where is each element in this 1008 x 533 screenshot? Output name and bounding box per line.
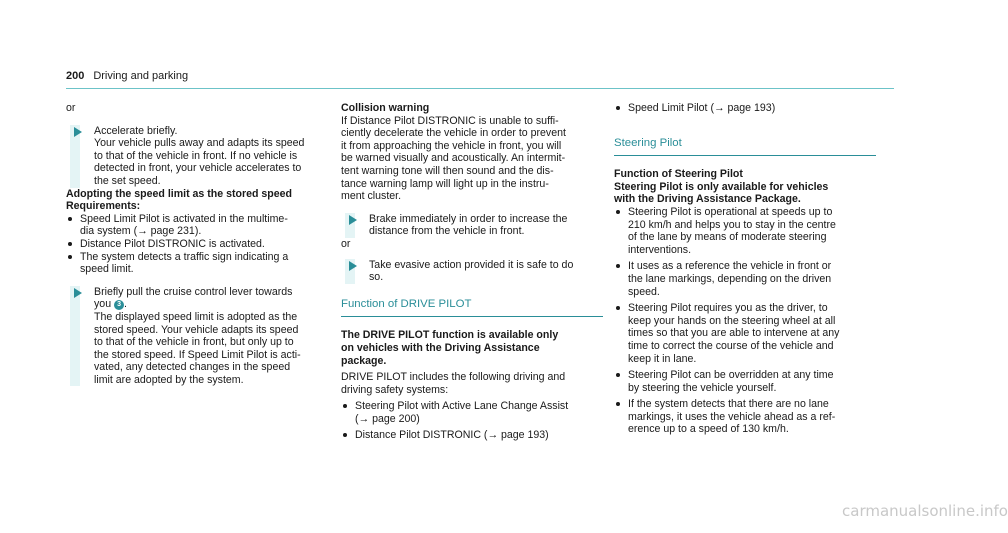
step-text: the stored speed. If Speed Limit Pilot is acti- (94, 348, 301, 361)
requirements-list (66, 213, 328, 276)
list-item: The system detects a traffic sign indicating a speed limit. (66, 251, 328, 276)
step-text: Brake immediately in order to increase the (369, 212, 568, 225)
continued-list (614, 102, 876, 115)
instruction-step (341, 213, 603, 238)
subheading: package. (341, 354, 387, 367)
instruction-step (66, 286, 328, 387)
step-text: detected in front, your vehicle accelerates to (94, 162, 302, 175)
section-heading-steering-pilot: Steering Pilot (614, 137, 876, 157)
column-middle (341, 102, 603, 442)
header-divider (66, 88, 894, 89)
instruction-step (66, 125, 328, 188)
body-text: ment cluster. (341, 190, 402, 203)
list-item: Distance Pilot DISTRONIC (→ page 193) (341, 429, 603, 442)
step-text: stored speed. Your vehicle adapts its speed (94, 323, 299, 336)
subheading: Steering Pilot is only available for vehicles (614, 180, 829, 193)
subheading: on vehicles with the Driving Assistance (341, 341, 540, 354)
instruction-step (341, 259, 603, 284)
drive-pilot-systems-list (341, 400, 603, 442)
list-item: Steering Pilot requires you as the driver, to keep your hands on the steering wheel at all times so that you are able to intervene at any time to correct the course of the vehicle and keep it in lane. (614, 302, 876, 365)
list-item: Steering Pilot can be overridden at any time by steering the vehicle yourself. (614, 369, 876, 394)
column-left (66, 102, 328, 386)
body-text: If Distance Pilot DISTRONIC is unable to suffi- (341, 114, 559, 127)
subheading: The DRIVE PILOT function is available only (341, 329, 559, 342)
page-header (66, 70, 188, 83)
step-text: the set speed. (94, 174, 161, 187)
body-text: tent warning tone will then sound and the dis- (341, 164, 554, 177)
page-number: 200 (66, 70, 85, 82)
adopt-heading: Adopting the speed limit as the stored speed (66, 187, 293, 200)
step-text: vated, any detected changes in the speed (94, 361, 291, 374)
list-item: Distance Pilot DISTRONIC is activated. (66, 238, 328, 251)
step-text: Your vehicle pulls away and adapts its speed (94, 137, 305, 150)
or-text: or (66, 102, 76, 114)
step-arrow-icon (74, 288, 82, 298)
step-arrow-icon (349, 261, 357, 271)
collision-heading: Collision warning (341, 102, 430, 114)
body-text: driving safety systems: (341, 383, 449, 396)
list-item: Steering Pilot with Active Lane Change Assist (→ page 200) (341, 400, 603, 425)
callout-number-badge: 3 (114, 300, 124, 310)
step-text: The displayed speed limit is adopted as the (94, 310, 298, 323)
step-bar (70, 286, 80, 387)
body-text: tance warning lamp will light up in the instru- (341, 177, 549, 190)
step-text: Take evasive action provided it is safe to do (369, 258, 574, 271)
step-arrow-icon (74, 127, 82, 137)
section-title: Driving and parking (93, 70, 189, 82)
step-text: Briefly pull the cruise control lever towards (94, 285, 293, 298)
step-text: distance from the vehicle in front. (369, 225, 525, 238)
list-item: If the system detects that there are no lane markings, it uses the vehicle ahead as a ref- erence up to a speed of 130 km/h. (614, 398, 876, 436)
steering-pilot-list (614, 206, 876, 436)
subheading: Function of Steering Pilot (614, 168, 743, 181)
list-item: It uses as a reference the vehicle in front or the lane markings, depending on the driven speed. (614, 260, 876, 298)
step-text: Accelerate briefly. (94, 124, 178, 137)
step-text: limit are adopted by the system. (94, 373, 244, 386)
requirements-heading: Requirements: (66, 200, 141, 213)
subheading: with the Driving Assistance Package. (614, 193, 801, 206)
or-text: or (341, 237, 351, 250)
step-arrow-icon (349, 215, 357, 225)
step-text: to that of the vehicle in front. If no vehicle is (94, 149, 298, 162)
list-item: Speed Limit Pilot (→ page 193) (614, 102, 876, 115)
list-item: Steering Pilot is operational at speeds up to 210 km/h and helps you to stay in the centre of the lane by means of moderate steering interventions. (614, 206, 876, 256)
body-text: be warned visually and acoustically. An intermit- (341, 152, 566, 165)
column-right (614, 102, 876, 436)
watermark: carmanualsonline.info (842, 502, 1008, 520)
body-text: ciently decelerate the vehicle in order to prevent (341, 127, 566, 140)
step-text: you 3 . (94, 298, 127, 311)
section-heading-drive-pilot: Function of DRIVE PILOT (341, 298, 603, 318)
body-text: DRIVE PILOT includes the following driving and (341, 371, 566, 384)
list-item: Speed Limit Pilot is activated in the multime- dia system (→ page 231). (66, 213, 328, 238)
body-text: it from approaching the vehicle in front, you will (341, 139, 562, 152)
step-text: so. (369, 271, 384, 284)
step-text: to that of the vehicle in front, but only up to (94, 336, 294, 349)
